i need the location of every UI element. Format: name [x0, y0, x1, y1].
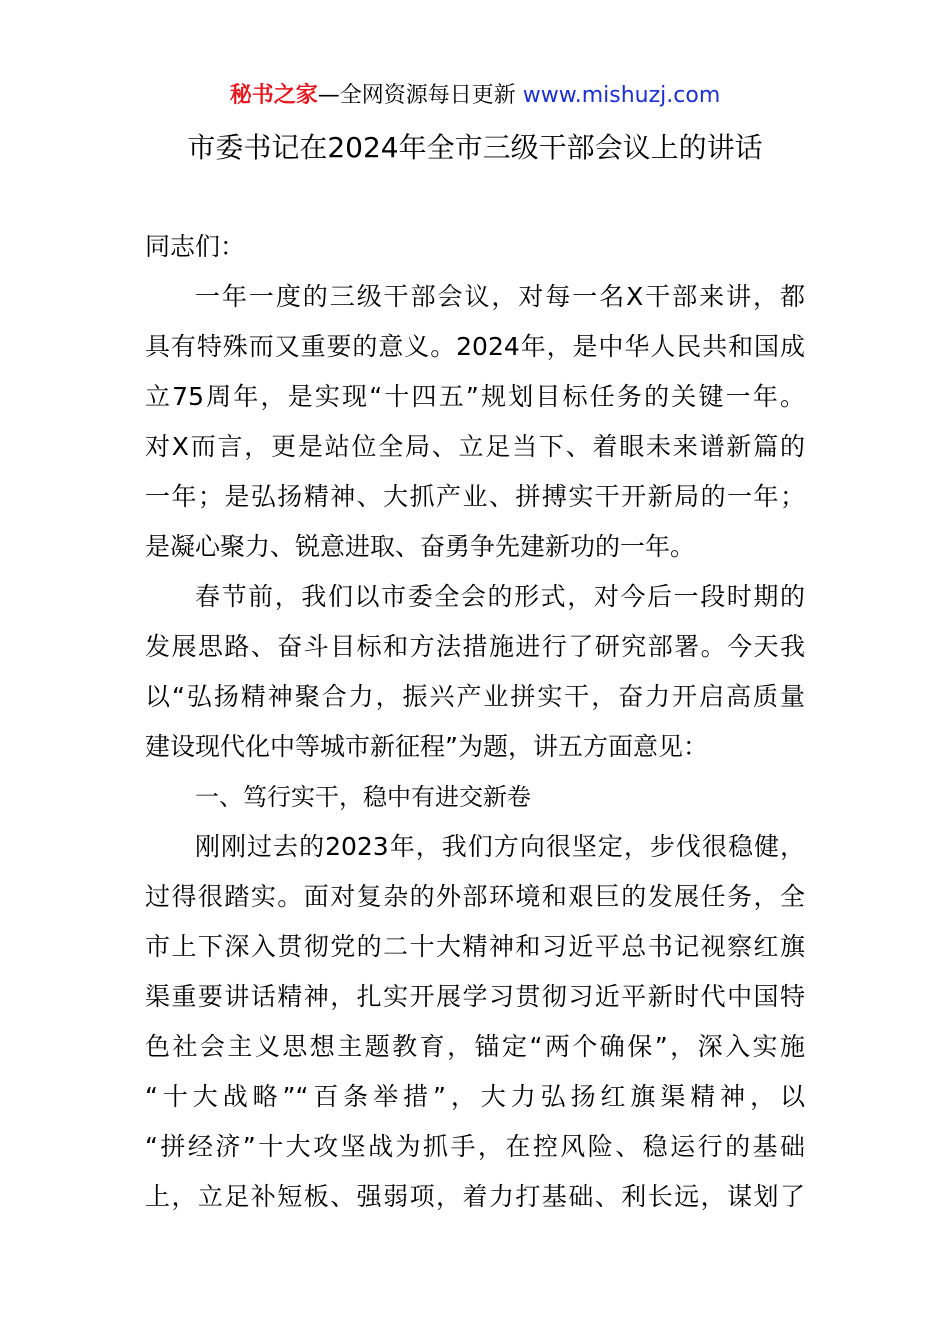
paragraph-line: 发展思路、奋斗目标和方法措施进行了研究部署。今天我: [145, 632, 805, 661]
paragraph-line: 过得很踏实。面对复杂的外部环境和艰巨的发展任务，全: [145, 882, 805, 911]
paragraph-line: “拼经济”十大攻坚战为抓手，在控风险、稳运行的基础: [145, 1132, 805, 1161]
paragraph-line: 春节前，我们以市委全会的形式，对今后一段时期的: [195, 582, 805, 611]
section-heading: 一、笃行实干，稳中有进交新卷: [195, 783, 531, 811]
paragraph-line: 一年；是弘扬精神、大抓产业、拼搏实干开新局的一年；: [145, 482, 805, 511]
site-url-link[interactable]: www.mishuzj.com: [522, 83, 721, 108]
paragraph-line: 市上下深入贯彻党的二十大精神和习近平总书记视察红旗: [145, 932, 805, 961]
site-tagline: —全网资源每日更新: [317, 83, 523, 108]
document-body: [145, 222, 805, 1222]
salutation: 同志们：: [145, 232, 246, 261]
paragraph-line: 对X而言，更是站位全局、立足当下、着眼未来谱新篇的: [145, 432, 805, 461]
paragraph-line: 色社会主义思想主题教育，锚定“两个确保”，深入实施: [145, 1032, 805, 1061]
paragraph-line: 具有特殊而又重要的意义。2024年，是中华人民共和国成: [145, 332, 805, 361]
paragraph-line: 建设现代化中等城市新征程”为题，讲五方面意见：: [145, 732, 708, 761]
document-title: 市委书记在2024年全市三级干部会议上的讲话: [187, 131, 763, 164]
paragraph-line: “十大战略”“百条举措”，大力弘扬红旗渠精神，以: [145, 1082, 805, 1111]
paragraph-line: 渠重要讲话精神，扎实开展学习贯彻习近平新时代中国特: [145, 982, 805, 1011]
paragraph-line: 立75周年，是实现“十四五”规划目标任务的关键一年。: [145, 382, 805, 411]
paragraph-line: 一年一度的三级干部会议，对每一名X干部来讲，都: [195, 282, 805, 311]
paragraph-line: 上，立足补短板、强弱项，着力打基础、利长远，谋划了: [145, 1182, 805, 1211]
paragraph-line: 是凝心聚力、锐意进取、奋勇争先建新功的一年。: [145, 532, 696, 561]
site-brand: 秘书之家: [229, 83, 318, 108]
paragraph-line: 以“弘扬精神聚合力，振兴产业拼实干，奋力开启高质量: [145, 682, 805, 711]
paragraph-line: 刚刚过去的2023年，我们方向很坚定，步伐很稳健，: [195, 832, 805, 861]
site-header: [0, 80, 950, 112]
